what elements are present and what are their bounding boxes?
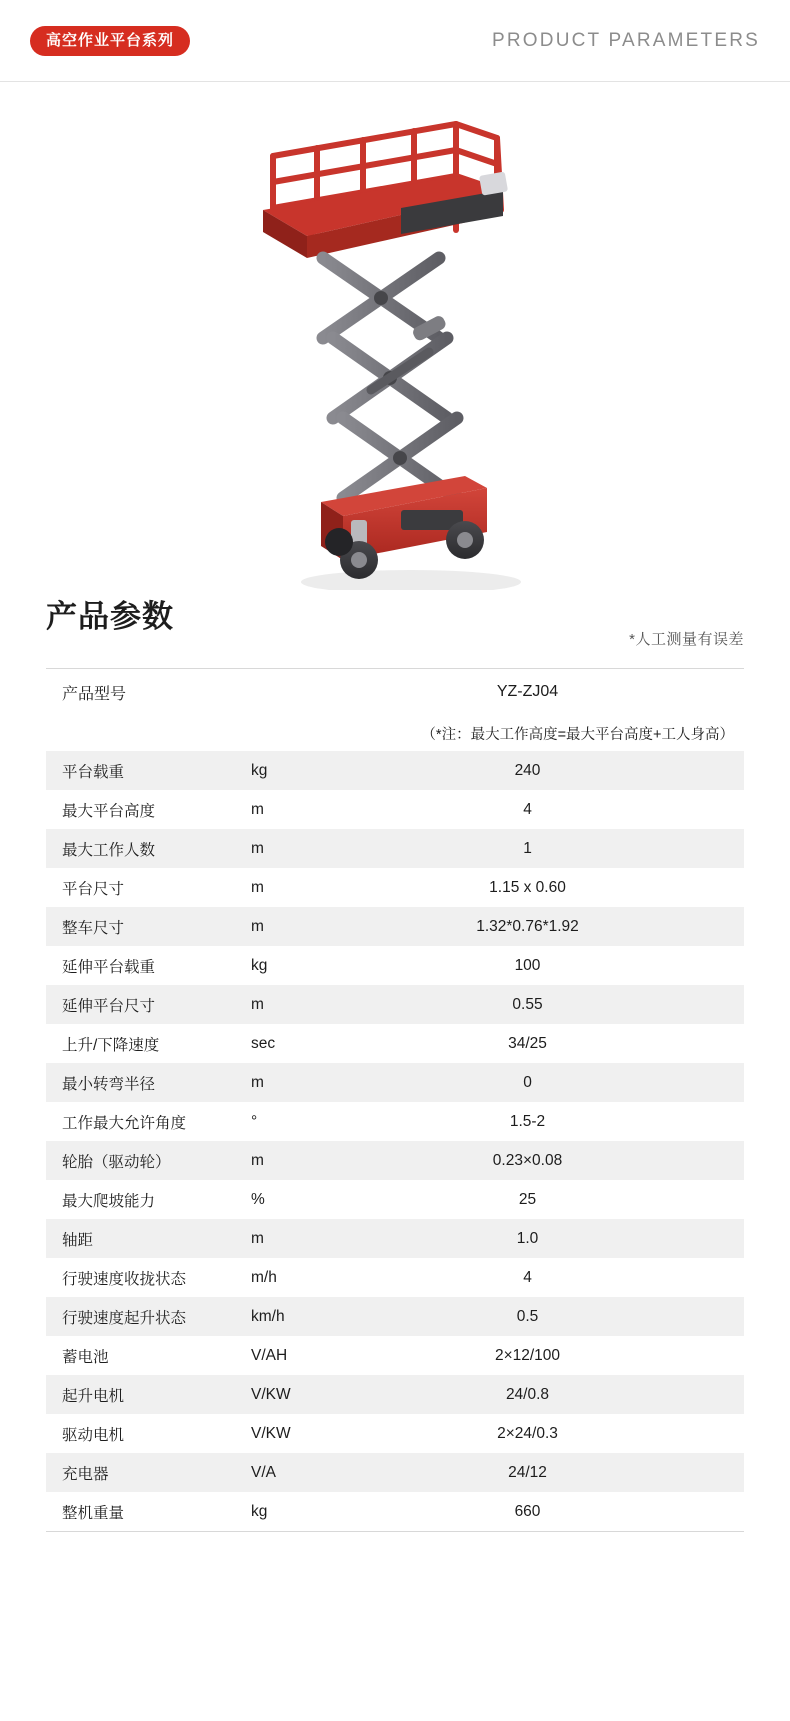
model-label: 产品型号 bbox=[62, 685, 127, 703]
table-body bbox=[46, 751, 744, 1531]
param-unit: m bbox=[251, 800, 264, 818]
param-name: 蓄电池 bbox=[62, 1348, 109, 1366]
param-value: 34/25 bbox=[508, 1034, 547, 1052]
page-title: 产品参数 bbox=[46, 599, 174, 634]
param-unit: m/h bbox=[251, 1268, 277, 1286]
table-row bbox=[46, 1219, 744, 1258]
table-row bbox=[46, 1336, 744, 1375]
param-value: 0.55 bbox=[512, 995, 543, 1013]
table-row bbox=[46, 1453, 744, 1492]
table-row bbox=[46, 907, 744, 946]
param-unit: % bbox=[251, 1190, 265, 1208]
param-value: 24/0.8 bbox=[505, 1385, 550, 1403]
param-unit: V/KW bbox=[251, 1424, 291, 1442]
param-name: 最大爬坡能力 bbox=[62, 1192, 156, 1210]
table-row bbox=[46, 1375, 744, 1414]
param-value: 100 bbox=[514, 956, 541, 974]
param-value: 1 bbox=[523, 839, 532, 857]
measurement-note: *人工测量有误差 bbox=[629, 631, 744, 648]
scissor-lift-illustration bbox=[251, 90, 551, 590]
table-row bbox=[46, 1414, 744, 1453]
param-unit: sec bbox=[251, 1034, 276, 1052]
table-row bbox=[46, 790, 744, 829]
table-row bbox=[46, 1258, 744, 1297]
param-name: 行驶速度起升状态 bbox=[62, 1309, 187, 1327]
table-row bbox=[46, 1492, 744, 1531]
param-unit: m bbox=[251, 1151, 264, 1169]
param-value: 1.15 x 0.60 bbox=[489, 878, 566, 896]
header-title: PRODUCT PARAMETERS bbox=[492, 29, 760, 51]
table-row bbox=[46, 1297, 744, 1336]
param-name: 轴距 bbox=[62, 1231, 94, 1249]
param-value: 1.0 bbox=[516, 1229, 539, 1247]
table-row bbox=[46, 1141, 744, 1180]
param-unit: m bbox=[251, 1229, 264, 1247]
param-unit: V/KW bbox=[251, 1385, 291, 1403]
table-note: （*注：最大工作高度=最大平台高度+工人身高） bbox=[421, 726, 734, 743]
param-unit: kg bbox=[251, 956, 268, 974]
page-header bbox=[0, 0, 790, 82]
param-name: 充电器 bbox=[62, 1465, 109, 1483]
param-value: 2×12/100 bbox=[494, 1346, 561, 1364]
param-name: 上升/下降速度 bbox=[62, 1036, 160, 1054]
param-value: 1.32*0.76*1.92 bbox=[476, 917, 579, 935]
param-unit: kg bbox=[251, 1502, 268, 1520]
param-name: 驱动电机 bbox=[62, 1426, 125, 1444]
series-badge: 高空作业平台系列 bbox=[30, 26, 190, 56]
param-value: 0 bbox=[523, 1073, 532, 1091]
param-name: 最小转弯半径 bbox=[62, 1075, 156, 1093]
param-name: 平台尺寸 bbox=[62, 880, 125, 898]
table-row bbox=[46, 1102, 744, 1141]
param-unit: m bbox=[251, 995, 264, 1013]
param-value: 4 bbox=[523, 1268, 532, 1286]
param-unit: m bbox=[251, 839, 264, 857]
param-value: 240 bbox=[514, 761, 541, 779]
section-title-block bbox=[0, 592, 790, 662]
param-value: 24/12 bbox=[508, 1463, 547, 1481]
param-value: 0.5 bbox=[516, 1307, 539, 1325]
param-unit: m bbox=[251, 917, 264, 935]
param-value: 4 bbox=[523, 800, 532, 818]
table-row bbox=[46, 985, 744, 1024]
param-name: 整机重量 bbox=[62, 1504, 125, 1522]
param-unit: V/A bbox=[251, 1463, 276, 1481]
table-row bbox=[46, 1180, 744, 1219]
param-value: 0.23×0.08 bbox=[492, 1151, 563, 1169]
param-value: 2×24/0.3 bbox=[497, 1424, 558, 1442]
param-unit: km/h bbox=[251, 1307, 285, 1325]
param-name: 延伸平台尺寸 bbox=[62, 997, 156, 1015]
model-value: YZ-ZJ04 bbox=[496, 683, 559, 700]
param-name: 最大工作人数 bbox=[62, 841, 156, 859]
param-name: 工作最大允许角度 bbox=[62, 1114, 187, 1132]
table-row bbox=[46, 1024, 744, 1063]
param-unit: kg bbox=[251, 761, 268, 779]
table-row bbox=[46, 1063, 744, 1102]
param-name: 平台载重 bbox=[62, 763, 125, 781]
parameters-table bbox=[46, 668, 744, 1532]
table-row bbox=[46, 946, 744, 985]
param-unit: V/AH bbox=[251, 1346, 288, 1364]
scissor-lift-svg bbox=[251, 90, 551, 590]
param-name: 最大平台高度 bbox=[62, 802, 156, 820]
table-row bbox=[46, 829, 744, 868]
param-name: 起升电机 bbox=[62, 1387, 125, 1405]
table-row bbox=[46, 868, 744, 907]
param-name: 整车尺寸 bbox=[62, 919, 125, 937]
param-name: 轮胎（驱动轮） bbox=[62, 1153, 171, 1171]
param-unit: m bbox=[251, 1073, 264, 1091]
product-image bbox=[0, 82, 790, 592]
param-value: 1.5-2 bbox=[509, 1112, 546, 1130]
param-value: 25 bbox=[518, 1190, 537, 1208]
param-unit: m bbox=[251, 878, 264, 896]
param-value: 660 bbox=[514, 1502, 541, 1520]
param-name: 延伸平台载重 bbox=[62, 958, 156, 976]
param-name: 行驶速度收拢状态 bbox=[62, 1270, 187, 1288]
table-row-model bbox=[46, 669, 744, 715]
param-unit: ° bbox=[251, 1112, 258, 1130]
table-row bbox=[46, 751, 744, 790]
